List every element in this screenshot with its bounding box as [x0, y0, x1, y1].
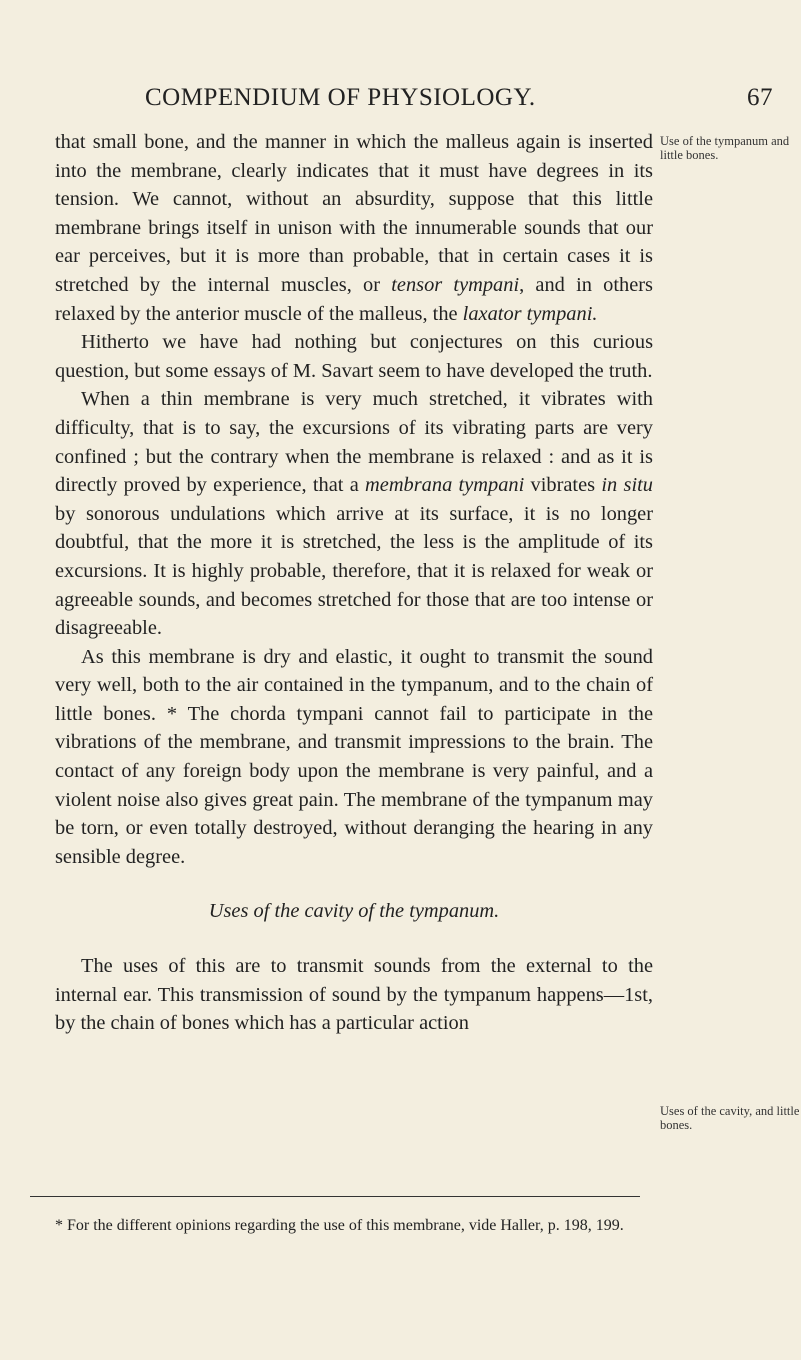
section-heading: Uses of the cavity of the tympanum.	[208, 900, 500, 923]
paragraph-2: Hitherto we have had nothing but conjectures on this curious question, but some essays of M. Savart seem to have developed the truth.	[55, 331, 653, 382]
paragraph-1-run: tensor tympani	[391, 273, 520, 296]
paragraph-1-run: laxator tympani.	[462, 302, 598, 325]
running-title: COMPENDIUM OF PHYSIOLOGY.	[145, 84, 536, 111]
paragraph-1-run: , and in others relaxed by the anterior muscle of the malleus, the	[55, 273, 653, 325]
paragraph-1	[55, 128, 653, 328]
footnote-rule	[30, 1196, 640, 1197]
paragraph-1-run: that small bone, and the manner in which the malleus again is inserted into the membrane, clearly indicates that it must have degrees in its tension. We cannot, without an absurdity, suppose that this little membrane brings itself in unison with the innumerable sounds that our ear perceives, but it is more than probable, that in certain cases it is stretched by the internal muscles, or	[55, 131, 653, 296]
paragraph-3	[55, 385, 653, 642]
margin-note-cavity: Uses of the cavity, and little bones.	[660, 1104, 800, 1132]
paragraph-3-run: by sonorous undulations which arrive at its surface, it is no longer doubtful, that the more it is stretched, the less is the amplitude of its excursions. It is highly probable, therefore, that it is relaxed for weak or agreeable sounds, and becomes stretched for those that are too intense or disagreeable.	[55, 502, 653, 640]
main-text	[55, 128, 653, 1038]
page-number: 67	[747, 84, 773, 111]
paragraph-3-run: When a thin membrane is very much stretched, it vibrates with difficulty, that is to say, the excursions of its vibrating parts are very confined ; but the contrary when the membrane is relaxed : and as it is directly proved by experience, that a	[55, 388, 653, 497]
margin-note-tympanum: Use of the tympanum and little bones.	[660, 134, 790, 162]
paragraph-3-run: in situ	[601, 474, 653, 497]
footnote: * For the different opinions regarding the use of this membrane, vide Haller, p. 198, 199.	[55, 1217, 624, 1234]
paragraph-3-run: membrana tympani	[365, 474, 525, 497]
paragraph-3-run: vibrates	[524, 474, 602, 497]
paragraph-4: As this membrane is dry and elastic, it ought to transmit the sound very well, both to the air contained in the tympanum, and to the chain of little bones. * The chorda tympani cannot fail to participate in the vibrations of the membrane, and transmit impressions to the brain. The contact of any foreign body upon the membrane is very painful, and a violent noise also gives great pain. The membrane of the tympanum may be torn, or even totally destroyed, without deranging the hearing in any sensible degree.	[55, 645, 653, 868]
paragraph-5: The uses of this are to transmit sounds from the external to the internal ear. This transmission of sound by the tympanum happens—1st, by the chain of bones which has a particular action	[55, 955, 653, 1035]
